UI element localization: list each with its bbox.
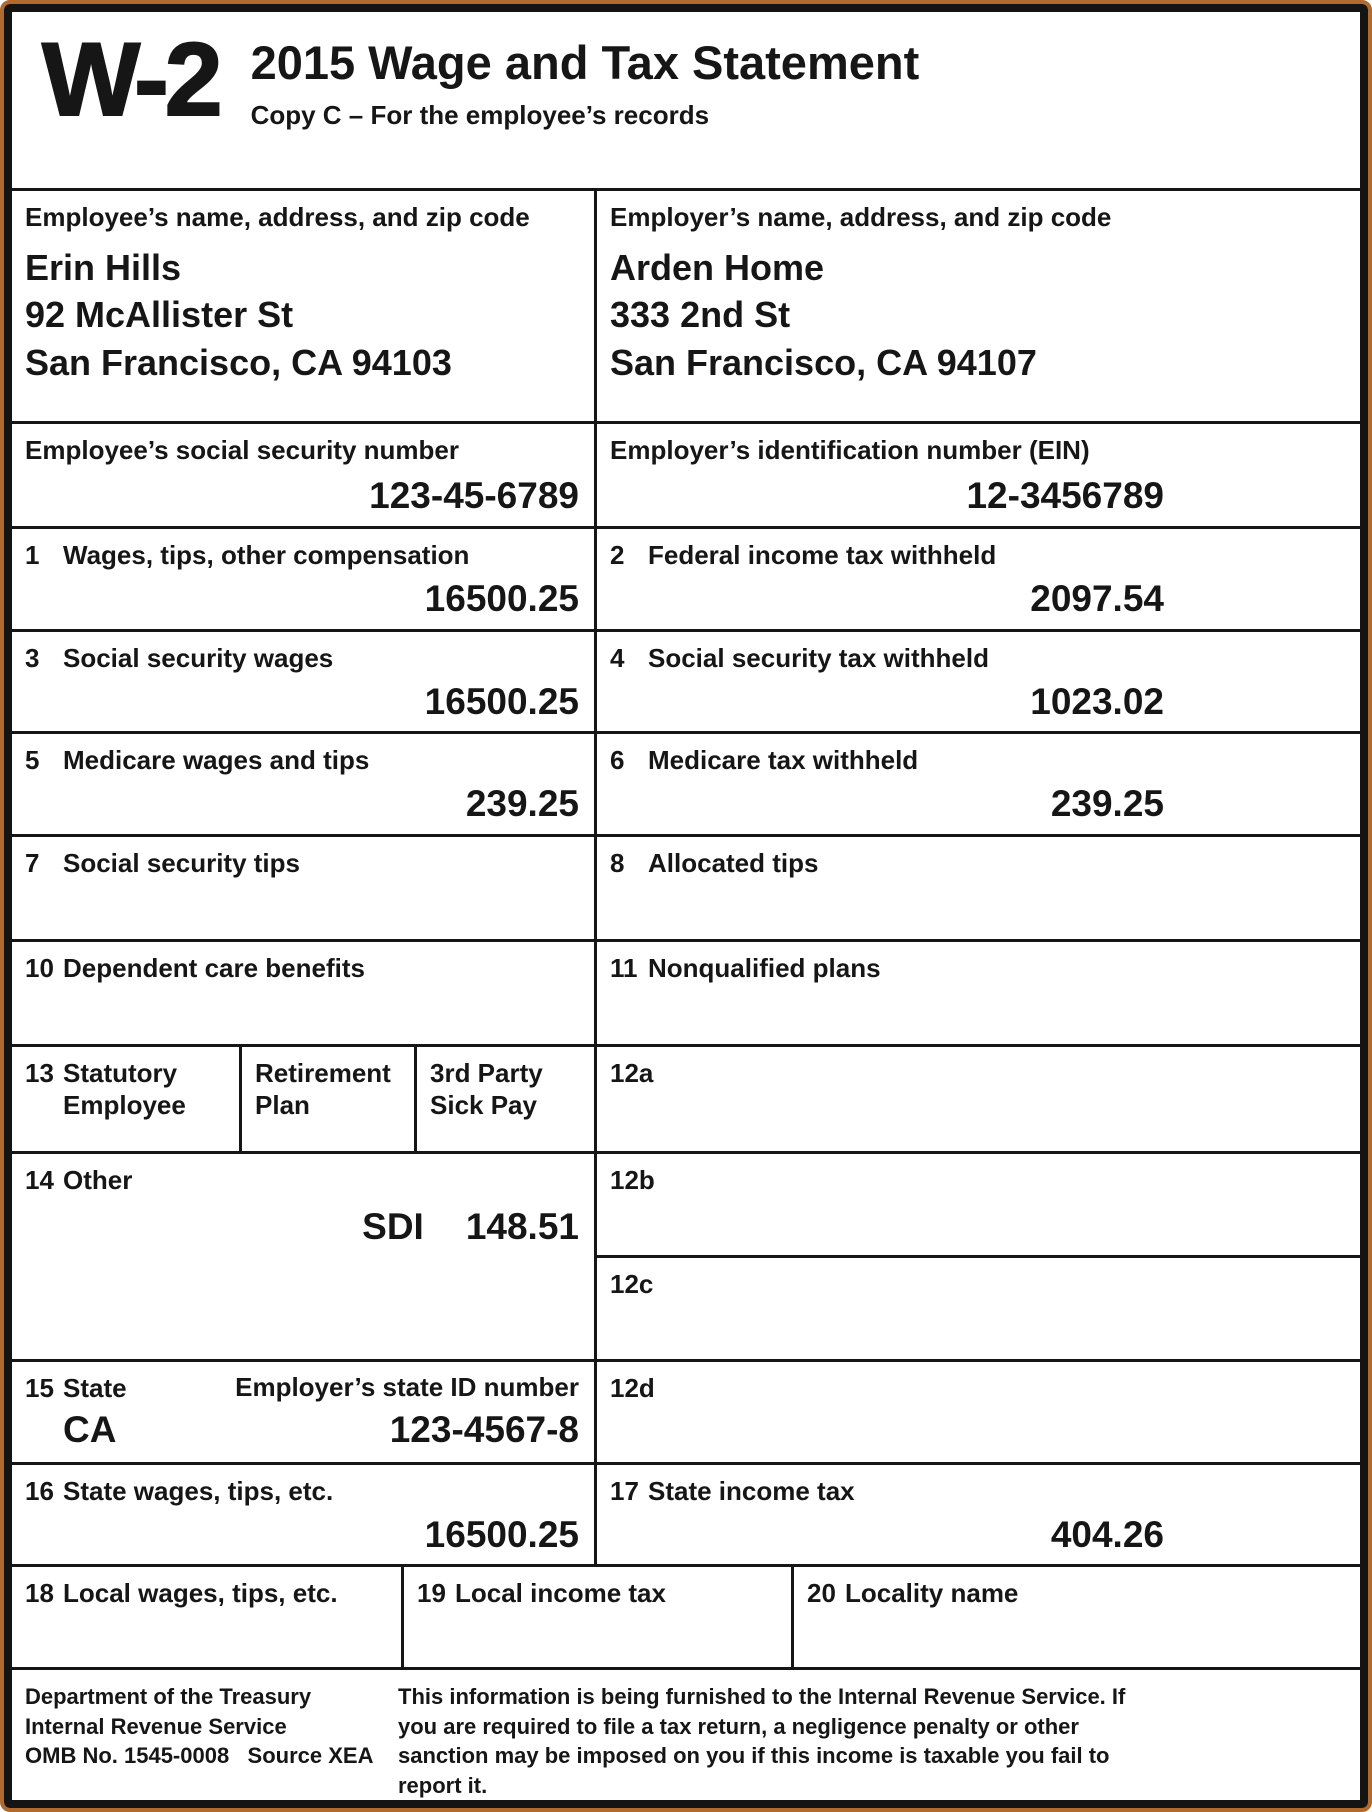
ssn-label: Employee’s social security number	[25, 435, 459, 466]
box-16-number: 16	[25, 1475, 54, 1506]
box-12d-value	[597, 1419, 1360, 1465]
box-12b	[597, 1151, 1360, 1255]
box-7-ss-tips	[12, 837, 594, 939]
box-13-retirement-line1: Retirement	[255, 1057, 391, 1088]
employee-address-label: Employee’s name, address, and zip code	[25, 202, 530, 232]
employee-name: Erin Hills	[25, 246, 182, 288]
ssn-box	[12, 424, 594, 526]
box-14-label: Other	[63, 1164, 133, 1195]
box-11-number: 11	[610, 952, 638, 983]
treasury-line: Department of the Treasury	[25, 1684, 312, 1710]
employer-name: Arden Home	[610, 246, 825, 288]
box-6-value: 239.25	[1050, 783, 1164, 825]
box-1-label: Wages, tips, other compensation	[63, 539, 470, 570]
form-title: 2015 Wage and Tax Statement	[250, 36, 920, 89]
box-17-label: State income tax	[648, 1475, 855, 1506]
employer-address-box	[594, 191, 1360, 421]
box-13-retirement-line2: Plan	[255, 1090, 310, 1121]
row-boxes-5-6	[12, 731, 1360, 834]
id-numbers-row	[12, 421, 1360, 526]
box-10-value	[12, 998, 594, 1044]
box-14-value: 148.51	[465, 1206, 579, 1248]
box-4-ss-tax	[594, 632, 1360, 732]
middle-right-column	[594, 1047, 1360, 1465]
box-2-value: 2097.54	[1030, 577, 1164, 619]
box-4-label: Social security tax withheld	[648, 642, 989, 673]
form-header	[12, 12, 1360, 188]
row-boxes-3-4	[12, 629, 1360, 732]
ssn-value: 123-45-6789	[369, 475, 579, 517]
box-3-value: 16500.25	[424, 680, 579, 722]
box-7-label: Social security tips	[63, 848, 300, 879]
box-5-value: 239.25	[465, 783, 579, 825]
omb-line: OMB No. 1545-0008 Source XEA	[25, 1743, 374, 1769]
row-boxes-1-2	[12, 526, 1360, 629]
box-10-number: 10	[25, 952, 54, 983]
box-11-nonqualified-plans	[594, 942, 1360, 1044]
row-boxes-10-11	[12, 939, 1360, 1044]
employee-city-line: San Francisco, CA 94103	[25, 341, 452, 383]
box-12b-number: 12b	[610, 1164, 655, 1195]
box-14-other-name: SDI	[362, 1206, 424, 1248]
box-8-number: 8	[610, 848, 625, 879]
state-id-label: Employer’s state ID number	[235, 1371, 579, 1402]
employer-city-line: San Francisco, CA 94107	[610, 341, 1037, 383]
row-boxes-7-8	[12, 834, 1360, 939]
box-5-number: 5	[25, 745, 40, 776]
ein-label: Employer’s identification number (EIN)	[610, 435, 1090, 466]
box-18-number: 18	[25, 1578, 54, 1609]
box-19-label: Local income tax	[455, 1578, 666, 1609]
box-8-value	[597, 893, 1360, 939]
box-12a	[597, 1047, 1360, 1151]
irs-notice: This information is being furnished to the Internal Revenue Service. If you are required to file a tax return, a negligence penalty or other sanction may be imposed on you if this income is taxable you fail to report it.	[398, 1684, 1126, 1798]
box-10-dependent-care	[12, 942, 594, 1044]
box-14-number: 14	[25, 1164, 54, 1195]
box-8-allocated-tips	[594, 837, 1360, 939]
row-boxes-18-19-20	[12, 1564, 1360, 1667]
box-20-locality-name	[791, 1567, 1360, 1667]
box-17-state-income-tax	[594, 1465, 1360, 1565]
form-copy-line: Copy C – For the employee’s records	[250, 100, 710, 131]
box-6-number: 6	[610, 745, 625, 776]
box-13-row	[12, 1047, 594, 1151]
box-13-third-party-sick-pay	[414, 1047, 594, 1151]
box-15-label: State	[63, 1372, 127, 1403]
box-12c-value	[597, 1313, 1360, 1359]
box-2-federal-tax	[594, 529, 1360, 629]
box-13-statutory-employee	[12, 1047, 239, 1151]
middle-left-column	[12, 1047, 594, 1465]
box-12d	[597, 1359, 1360, 1465]
box-18-value	[12, 1621, 401, 1667]
box-12d-number: 12d	[610, 1372, 655, 1403]
box-13-number: 13	[25, 1057, 54, 1088]
box-5-medicare-wages	[12, 734, 594, 834]
box-16-value: 16500.25	[424, 1513, 579, 1555]
employee-address-box	[12, 191, 594, 421]
box-1-wages	[12, 529, 594, 629]
box-17-number: 17	[610, 1475, 639, 1506]
box-16-state-wages	[12, 1465, 594, 1565]
ein-box	[594, 424, 1360, 526]
box-13-sickpay-line2: Sick Pay	[430, 1090, 537, 1121]
box-3-ss-wages	[12, 632, 594, 732]
form-footer	[12, 1667, 1360, 1800]
box-17-value: 404.26	[1050, 1513, 1164, 1555]
box-16-label: State wages, tips, etc.	[63, 1475, 334, 1506]
box-7-value	[12, 893, 594, 939]
box-5-label: Medicare wages and tips	[63, 745, 370, 776]
box-14-other	[12, 1151, 594, 1359]
ein-value: 12-3456789	[966, 475, 1164, 517]
box-1-value: 16500.25	[424, 577, 579, 619]
box-3-number: 3	[25, 642, 40, 673]
agency-block	[12, 1682, 398, 1800]
box-20-number: 20	[807, 1578, 836, 1609]
box-15-state-value: CA	[63, 1409, 117, 1451]
box-12c	[597, 1255, 1360, 1359]
box-12b-value	[597, 1209, 1360, 1255]
box-15-state-id-value: 123-4567-8	[389, 1409, 579, 1451]
box-15-number: 15	[25, 1372, 54, 1403]
employer-street: 333 2nd St	[610, 294, 791, 336]
box-20-value	[794, 1621, 1360, 1667]
box-10-label: Dependent care benefits	[63, 952, 365, 983]
box-19-value	[404, 1621, 791, 1667]
box-1-number: 1	[25, 539, 40, 570]
box-13-sickpay-line1: 3rd Party	[430, 1057, 543, 1088]
box-6-medicare-tax	[594, 734, 1360, 834]
box-6-label: Medicare tax withheld	[648, 745, 919, 776]
box-20-label: Locality name	[845, 1578, 1019, 1609]
box-12a-value	[597, 1105, 1360, 1151]
box-18-local-wages	[12, 1567, 401, 1667]
box-15-state	[12, 1359, 594, 1465]
box-4-number: 4	[610, 642, 625, 673]
form-type: W-2	[42, 22, 219, 138]
box-13-statutory-line2: Employee	[63, 1090, 186, 1121]
name-address-row	[12, 188, 1360, 421]
form-frame	[4, 4, 1368, 1808]
box-12c-number: 12c	[610, 1268, 654, 1299]
box-8-label: Allocated tips	[648, 848, 819, 879]
box-2-number: 2	[610, 539, 625, 570]
box-4-value: 1023.02	[1030, 680, 1164, 722]
box-11-value	[597, 998, 1360, 1044]
box-3-label: Social security wages	[63, 642, 334, 673]
box-12a-number: 12a	[610, 1057, 654, 1088]
irs-line: Internal Revenue Service	[25, 1713, 287, 1739]
box-13-retirement-plan	[239, 1047, 414, 1151]
box-19-number: 19	[417, 1578, 446, 1609]
box-11-label: Nonqualified plans	[648, 952, 881, 983]
employee-street: 92 McAllister St	[25, 294, 294, 336]
form-header-text	[251, 28, 920, 131]
middle-region	[12, 1044, 1360, 1462]
box-13-statutory-line1: Statutory	[63, 1057, 178, 1088]
box-7-number: 7	[25, 848, 40, 879]
box-2-label: Federal income tax withheld	[648, 539, 997, 570]
box-19-local-income-tax	[401, 1567, 791, 1667]
employer-address-label: Employer’s name, address, and zip code	[610, 202, 1112, 232]
box-18-label: Local wages, tips, etc.	[63, 1578, 338, 1609]
row-boxes-16-17	[12, 1462, 1360, 1565]
